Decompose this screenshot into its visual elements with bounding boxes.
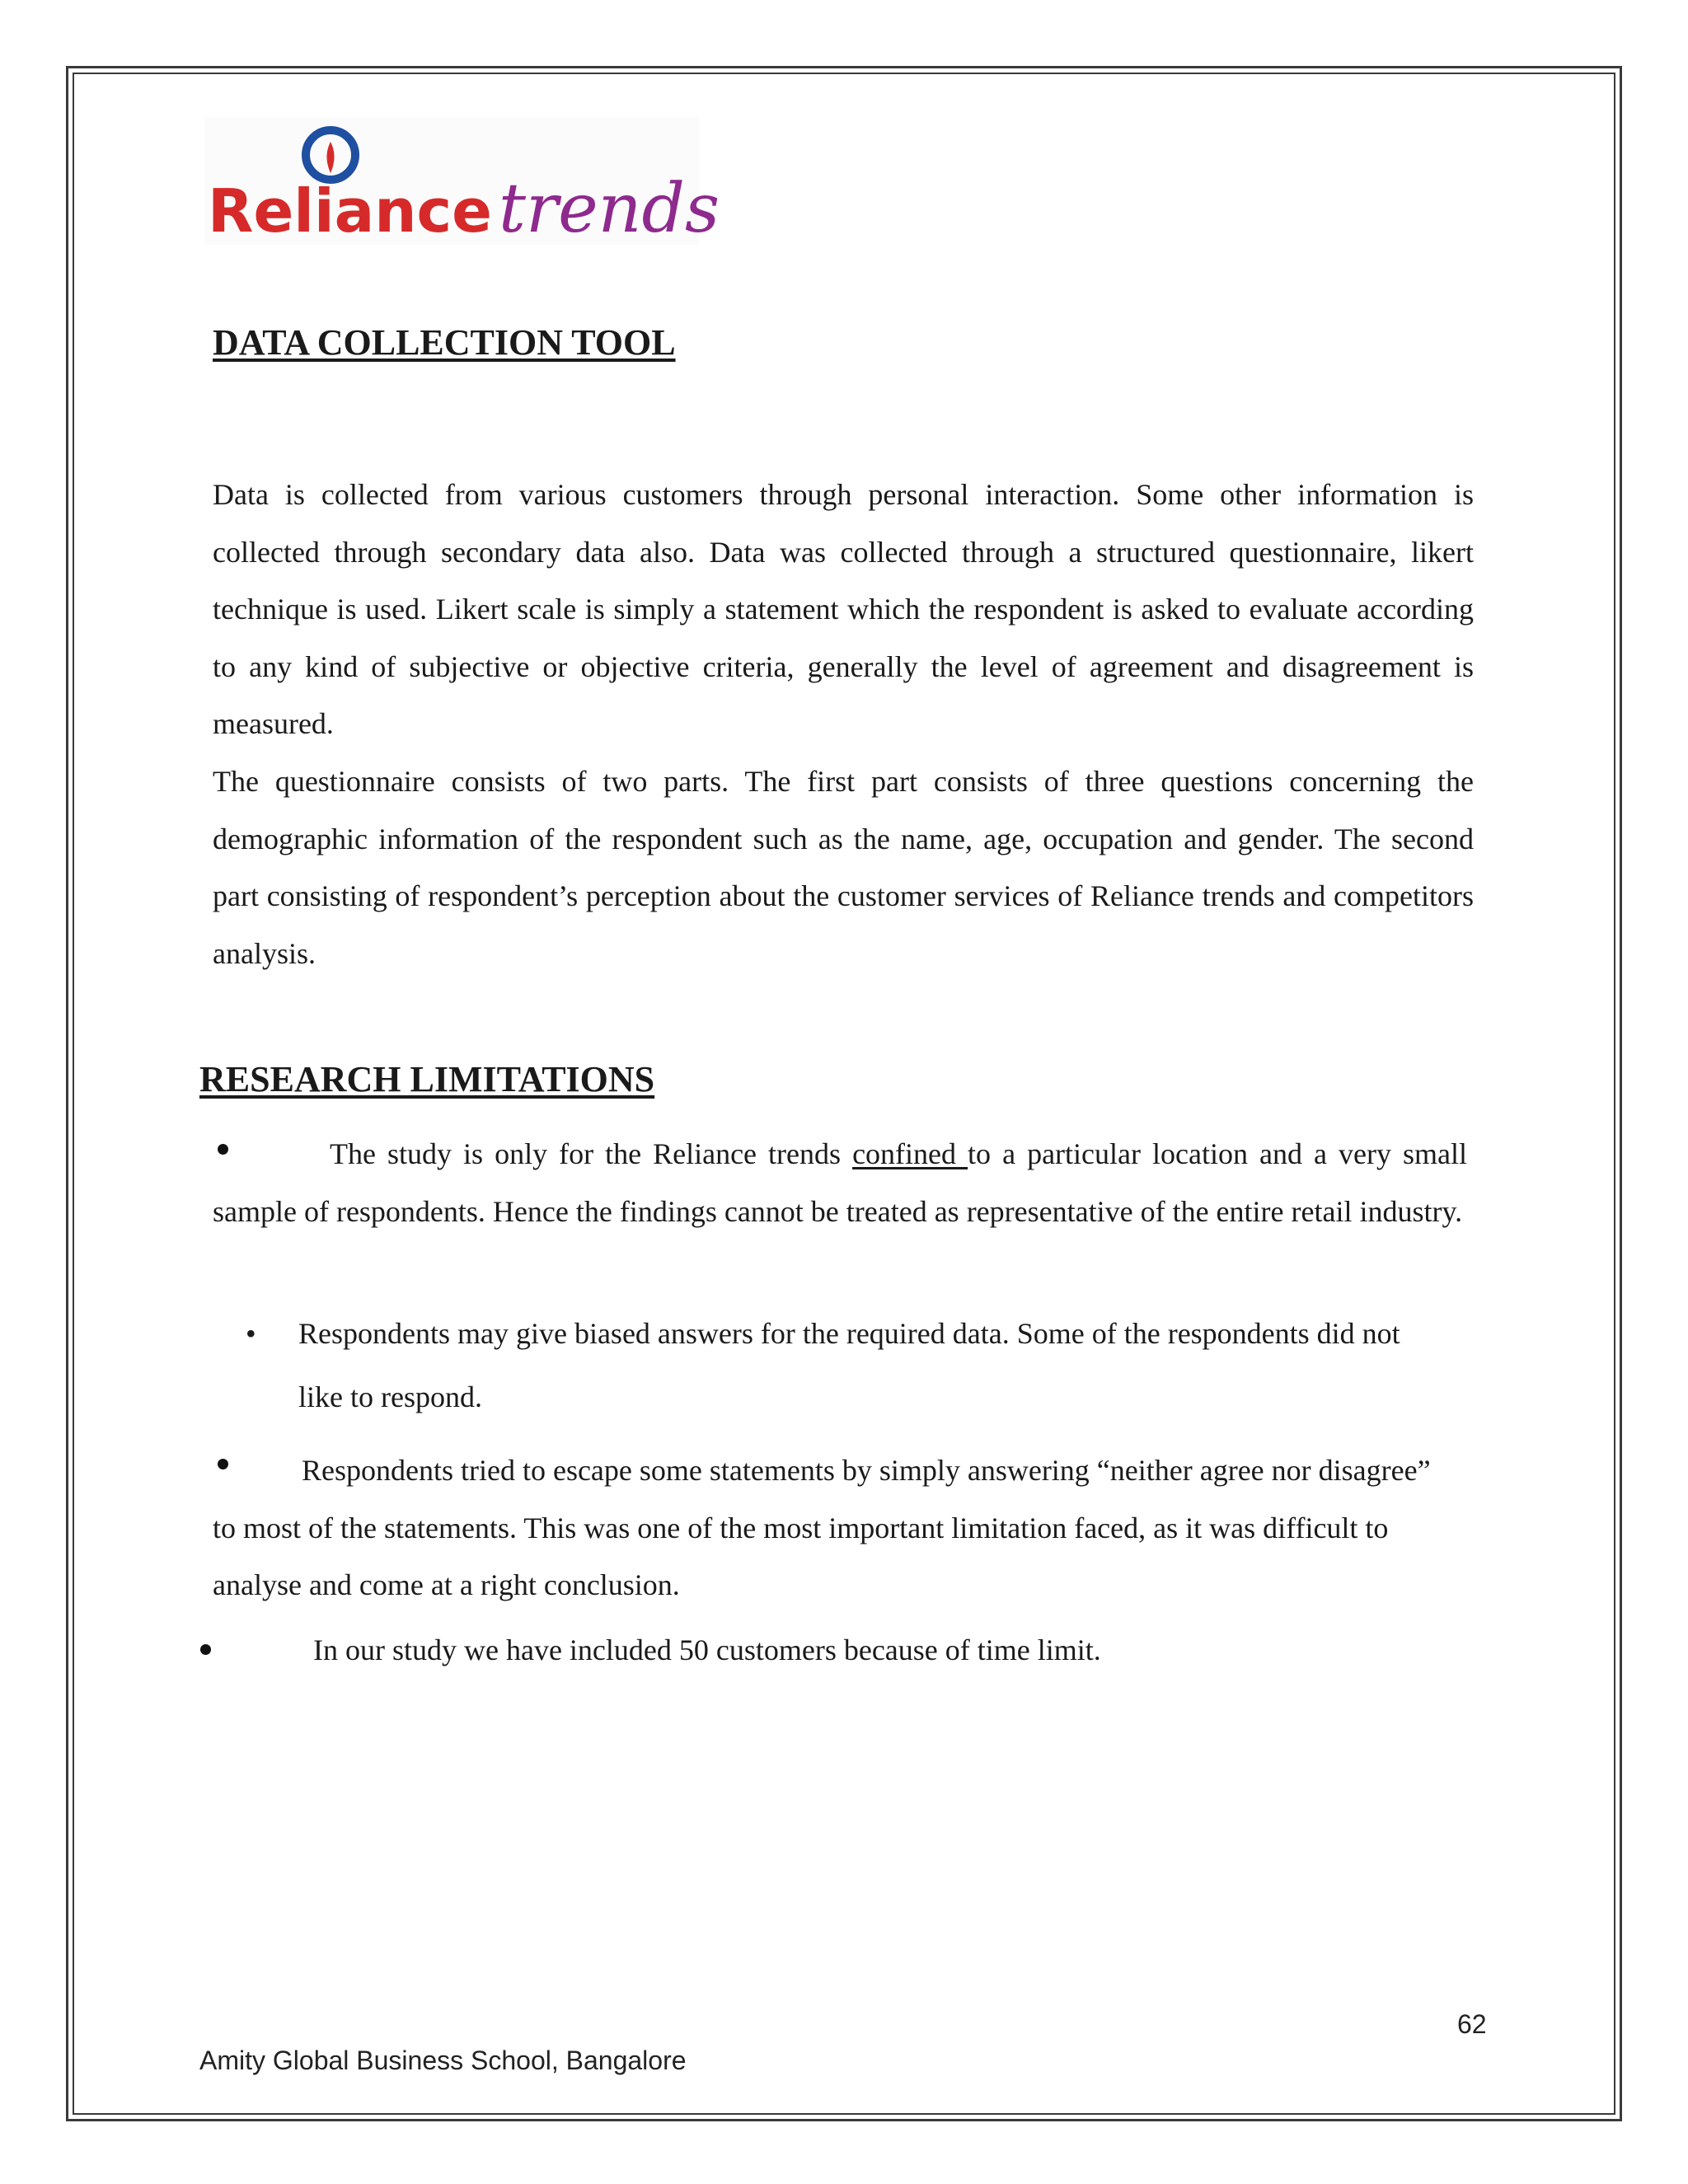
limitation-bullet-3: Respondents tried to escape some statements by simply answering “neither agree nor disagree” to most of the statements. This was one of the most important limitation faced, as it was difficult to analyse and come at a right conclusion.	[213, 1454, 1431, 1601]
logo-word-reliance: Reliance	[208, 176, 492, 246]
data-collection-paragraph-2: The questionnaire consists of two parts. The first part consists of three questions concerning the demographic information of the respondent such as the name, age, occupation and gender. The second part consisting of respondent’s perception about the customer services of Reliance trends and competitors analysis.	[213, 765, 1474, 970]
bullet-dot-icon	[200, 1644, 211, 1655]
data-collection-paragraph-1: Data is collected from various customers through personal interaction. Some other information is collected through secondary data also. Data was collected through a structured questionnaire, likert technique is used. Likert scale is simply a statement which the respondent is asked to evaluate according to any kind of subjective or objective criteria, generally the level of agreement and disagreement is measured.	[213, 478, 1474, 740]
limitation-bullet-4: In our study we have included 50 customers because of time limit.	[313, 1633, 1101, 1666]
logo-wordmark	[208, 170, 720, 248]
data-collection-tool-heading: DATA COLLECTION TOOL	[213, 322, 676, 363]
bullet-marker: •	[246, 1317, 256, 1350]
limitation-1-before: The study is only for the Reliance trends	[330, 1137, 853, 1170]
limitation-bullet-2: Respondents may give biased answers for the required data. Some of the respondents did not like to respond.	[298, 1317, 1400, 1413]
limitation-bullet-1	[213, 1126, 1467, 1240]
logo-word-trends: trends	[499, 170, 720, 248]
research-limitations-heading: RESEARCH LIMITATIONS	[199, 1059, 655, 1099]
limitation-1-after: to a particular location and a very small sample of respondents. Hence the findings cannot be treated as representative of the entire retail industry.	[213, 1137, 1468, 1228]
footer-school-name: Amity Global Business School, Bangalore	[199, 2046, 687, 2075]
reliance-trends-logo	[204, 117, 720, 248]
limitation-1-underlined: confined	[852, 1137, 968, 1170]
page-number: 62	[1457, 2009, 1487, 2039]
